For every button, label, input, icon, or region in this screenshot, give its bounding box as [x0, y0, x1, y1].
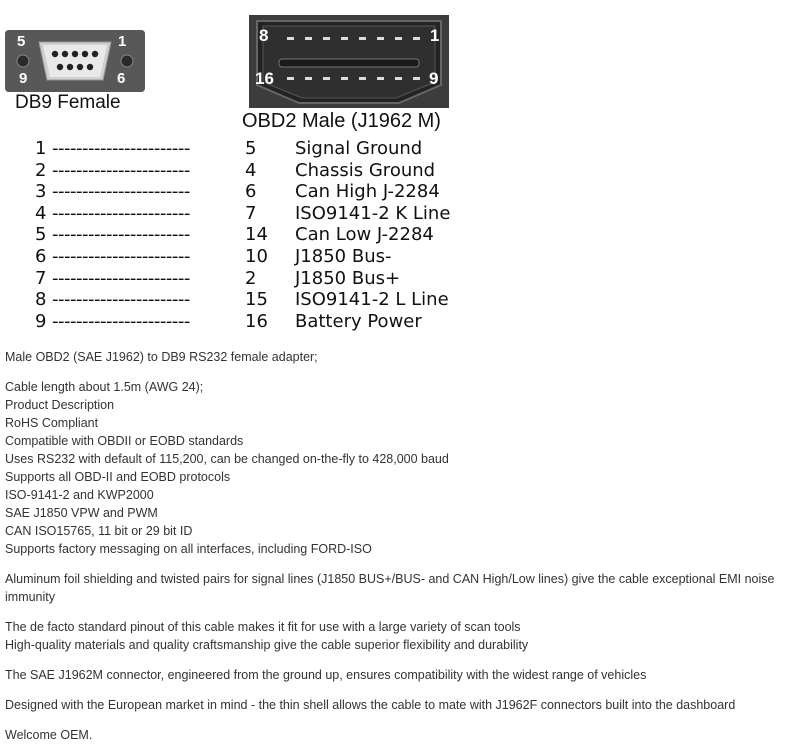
obd2-pin-label-bottom-left: 16 — [255, 69, 274, 88]
feature-line: ISO-9141-2 and KWP2000 — [5, 488, 154, 502]
obd2-connector-drawing — [249, 15, 449, 108]
db9-pin-number: 4 — [35, 202, 47, 224]
connection-dashes: ----------------------- — [52, 202, 190, 224]
compatibility-paragraph: The SAE J1962M connector, engineered from the ground up, ensures compatibility with the widest range of vehicles — [5, 668, 647, 682]
feature-line: SAE J1850 VPW and PWM — [5, 506, 158, 520]
connector-diagram — [0, 0, 798, 340]
connection-dashes: ----------------------- — [52, 181, 190, 203]
signal-name: J1850 Bus+ — [295, 267, 401, 289]
feature-line: RoHS Compliant — [5, 416, 99, 430]
signal-name: Chassis Ground — [295, 159, 436, 181]
feature-line: Supports factory messaging on all interfaces, including FORD-ISO — [5, 542, 372, 556]
db9-pin-label-bottom-left: 9 — [19, 70, 28, 87]
db9-pin-number: 1 — [35, 138, 47, 159]
db9-connector-image — [5, 30, 145, 92]
signal-name: ISO9141-2 K Line — [295, 202, 451, 224]
feature-line: Supports all OBD-II and EOBD protocols — [5, 470, 231, 484]
obd2-pin-number: 16 — [245, 310, 268, 332]
db9-pin-label-bottom-right: 6 — [117, 70, 126, 87]
shielding-paragraph: Aluminum foil shielding and twisted pairs for signal lines (J1850 BUS+/BUS- and CAN High/Low lines) give the cable exceptional EMI noise immunity — [5, 572, 775, 604]
feature-line: CAN ISO15765, 11 bit or 29 bit ID — [5, 524, 193, 538]
obd2-pin-label-top-left: 8 — [259, 26, 269, 45]
connection-dashes: ----------------------- — [52, 289, 190, 311]
obd2-pin-number: 10 — [245, 245, 268, 267]
quality-line: The de facto standard pinout of this cable makes it fit for use with a large variety of scan tools — [5, 620, 521, 634]
connection-dashes: ----------------------- — [52, 159, 190, 181]
obd2-pin-number: 7 — [245, 202, 257, 224]
feature-line: Uses RS232 with default of 115,200, can be changed on-the-fly to 428,000 baud — [5, 452, 449, 466]
obd2-caption: OBD2 Male (J1962 M) — [242, 110, 441, 132]
db9-pin-number: 6 — [35, 245, 47, 267]
european-paragraph: Designed with the European market in mind - the thin shell allows the cable to mate with J1962F connectors built into the dashboard — [5, 698, 736, 712]
connection-dashes: ----------------------- — [52, 224, 190, 246]
signal-name: Battery Power — [295, 310, 422, 332]
signal-name: J1850 Bus- — [295, 245, 392, 267]
db9-pin-number: 5 — [35, 224, 47, 246]
db9-pin-label-top-left: 5 — [17, 33, 26, 50]
quality-paragraph — [5, 618, 793, 654]
db9-pin-number: 7 — [35, 267, 47, 289]
intro-paragraph: Male OBD2 (SAE J1962) to DB9 RS232 female adapter; — [5, 350, 318, 364]
db9-pin-number: 2 — [35, 159, 47, 181]
signal-name: Can High J-2284 — [295, 181, 440, 203]
obd2-pin-number: 2 — [245, 267, 257, 289]
db9-pin-number: 3 — [35, 181, 47, 203]
obd2-pin-number: 15 — [245, 289, 268, 311]
connection-dashes: ----------------------- — [52, 245, 190, 267]
obd2-pin-label-top-right: 1 — [430, 26, 440, 45]
features-paragraph — [5, 378, 793, 558]
db9-caption: DB9 Female — [15, 92, 121, 113]
obd2-pin-number: 4 — [245, 159, 257, 181]
obd2-pin-number: 14 — [245, 224, 268, 246]
obd2-pin-label-bottom-right: 9 — [429, 69, 439, 88]
connection-dashes: ----------------------- — [52, 310, 190, 332]
feature-line: Compatible with OBDII or EOBD standards — [5, 434, 244, 448]
product-description — [5, 348, 793, 756]
obd2-connector-image — [249, 15, 449, 108]
obd2-pin-number: 6 — [245, 181, 257, 203]
signal-name: Signal Ground — [295, 138, 423, 159]
obd2-pin-number: 5 — [245, 138, 257, 159]
db9-pin-number: 9 — [35, 310, 47, 332]
feature-line: Cable length about 1.5m (AWG 24); — [5, 380, 204, 394]
connection-dashes: ----------------------- — [52, 267, 190, 289]
connection-dashes: ----------------------- — [52, 138, 190, 159]
feature-line: Product Description — [5, 398, 115, 412]
quality-line: High-quality materials and quality craftsmanship give the cable superior flexibility and durability — [5, 638, 529, 652]
db9-pin-number: 8 — [35, 289, 47, 311]
welcome-paragraph: Welcome OEM. — [5, 728, 93, 742]
signal-name: ISO9141-2 L Line — [295, 289, 449, 311]
db9-pin-label-top-right: 1 — [118, 33, 127, 50]
signal-name: Can Low J-2284 — [295, 224, 434, 246]
